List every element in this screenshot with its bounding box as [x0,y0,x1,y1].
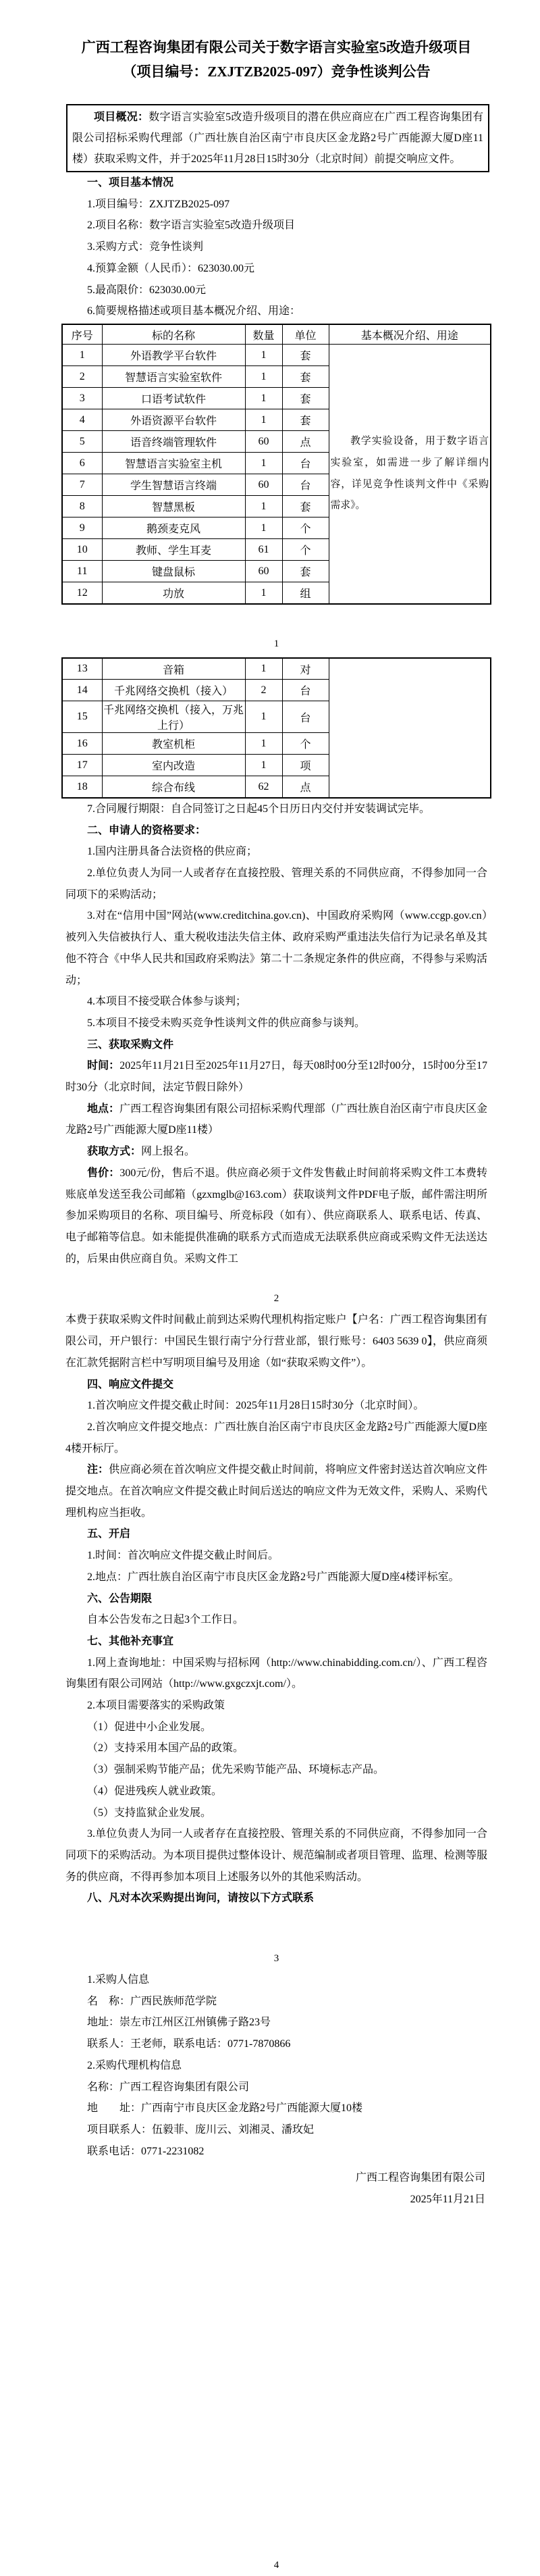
table-cell: 60 [245,431,282,453]
table-cell: 外语教学平台软件 [102,345,245,366]
paragraph-label: 时间： [87,1060,120,1072]
paragraph-label: 注： [87,1464,109,1476]
table-cell: 5 [62,431,102,453]
paragraph [65,1459,487,1523]
paragraph-text: 1.时间：首次响应文件提交截止时间后。 [87,1550,279,1562]
table-cell: 套 [282,409,329,431]
paragraph-label: 地点： [87,1103,120,1115]
item-purchaser-contact [65,2034,487,2055]
item-purchaser-info [65,1969,487,1991]
paragraph-text: 1.国内注册具备合法资格的供应商； [87,846,258,858]
table-cell: 套 [282,366,329,388]
paragraph-text: 2.项目名称：数字语言实验室5改造升级项目 [87,220,296,232]
table-cell: 台 [282,474,329,496]
table-cell: 套 [282,345,329,366]
paragraph-text: （2）支持采用本国产品的政策。 [87,1742,244,1754]
paragraph-text: 2.采购代理机构信息 [87,2059,182,2071]
paragraph-text: （5）支持监狱企业发展。 [87,1807,212,1819]
table-cell: 1 [245,409,282,431]
table-cell: 13 [62,658,102,680]
table-cell: 台 [282,453,329,474]
item-purchaser-name [65,1991,487,2013]
item-agency-name [65,2077,487,2098]
paragraph [65,1141,487,1163]
paragraph-text: 5.最高限价：623030.00元 [87,284,207,296]
table-cell: 个 [282,517,329,539]
table-cell: 2 [245,680,282,701]
usage-description-text: 教学实验设备，用于数字语言实验室，如需进一步了解详细内容，详见竞争性谈判文件中《采购需求》。 [330,436,489,511]
paragraph-text: 1.首次响应文件提交截止时间：2025年11月28日15时30分（北京时间）。 [87,1400,425,1412]
paragraph-text: （4）促进残疾人就业政策。 [87,1785,223,1797]
table-cell: 套 [282,496,329,517]
paragraph-text: 1.采购人信息 [87,1974,150,1986]
table-cell: 1 [245,517,282,539]
heading-basic-info [65,172,487,194]
table-cell: 对 [282,658,329,680]
paragraph [65,1695,487,1717]
table-cell: 4 [62,409,102,431]
item-purchaser-address [65,2012,487,2034]
project-overview-paragraph [72,107,483,170]
paragraph-text: 联系人：王老师，联系电话：0771-7870866 [87,2038,291,2050]
table-cell: 62 [245,776,282,798]
table-cell: 教师、学生耳麦 [102,539,245,561]
table-cell: 千兆网络交换机（接入） [102,680,245,701]
page-number-3: 3 [273,1953,279,1965]
item-agency-address [65,2098,487,2119]
item-max-price [65,280,487,301]
paragraph-label: 五、开启 [87,1528,131,1540]
usage-description-cell [329,345,491,604]
table-cell: 60 [245,561,282,582]
paragraph [65,1055,487,1098]
section-basic-info [65,172,487,322]
table-cell: 18 [62,776,102,798]
item-contract-period [65,799,487,820]
paragraph-text: 地址：崇左市江州区江州镇佛子路23号 [87,2017,271,2029]
paragraph [65,991,487,1013]
project-overview-label: 项目概况： [94,111,149,123]
table-cell: 1 [245,345,282,366]
paragraph-text: 2.单位负责人为同一人或者存在直接控股、管理关系的不同供应商，不得参加同一合同项下的采购活动； [65,867,487,901]
table-cell: 1 [245,366,282,388]
table-header-row [62,324,491,345]
paragraph-text: 4.预算金额（人民币）：623030.00元 [87,262,255,274]
paragraph-text: 2.本项目需要落实的采购政策 [87,1700,225,1712]
paragraph-label: 一、项目基本情况 [87,177,174,188]
table-cell: 个 [282,733,329,755]
page-number-4: 4 [273,2559,279,2571]
paragraph-text: 联系电话：0771-2231082 [87,2145,205,2157]
heading-obtain-documents [65,1034,487,1056]
table-cell: 14 [62,680,102,701]
paragraph-text: 2.地点：广西壮族自治区南宁市良庆区金龙路2号广西能源大厦D座4楼评标室。 [87,1571,460,1583]
item-project-number [65,194,487,216]
usage-description-cell [329,658,491,798]
table-cell: 1 [245,701,282,733]
paragraph-label: 三、获取采购文件 [87,1038,174,1051]
heading-opening [65,1523,487,1545]
paragraph-text: 名 称：广西民族师范学院 [87,1995,217,2007]
table-cell: 台 [282,680,329,701]
signature-date: 2025年11月21日 [410,2194,485,2206]
table-cell: 7 [62,474,102,496]
table-cell: 点 [282,431,329,453]
paragraph-text: 项目联系人：伍毅菲、庞川云、刘湘灵、潘玫妃 [87,2124,315,2136]
table-cell: 11 [62,561,102,582]
table-cell: 1 [245,582,282,604]
table-cell: 16 [62,733,102,755]
paragraph-text: 3.对在“信用中国”网站(www.creditchina.gov.cn)、中国政府采购网（www.ccgp.gov.cn）被列入失信被执行人、重大税收违法失信主体、政府采购严重违法失信行为记录名单及其他不符合《中华人民共和国政府采购法》第二十二条规定条件的供应商，不得参与采购活动； [65,910,487,986]
paragraph-text: 地 址：广西南宁市良庆区金龙路2号广西能源大厦10楼 [87,2102,363,2115]
paragraph [65,1395,487,1417]
table-cell: 17 [62,755,102,776]
signature-block [65,2167,487,2210]
section-contact-info [65,1969,487,2162]
paragraph-label: 二、申请人的资格要求： [87,824,207,836]
paragraph-text: 3.单位负责人为同一人或者存在直接控股、管理关系的不同供应商，不得参加同一合同项下的采购活动。为本项目提供过整体设计、规范编制或者项目管理、监理、检测等服务的供应商，不得再参加本项目上述服务以外的其他采购活动。 [65,1828,487,1883]
paragraph [65,1309,487,1373]
table-cell: 1 [245,388,282,409]
paragraph-label: 八、凡对本次采购提出询问，请按以下方式联系 [87,1892,315,1904]
table-cell: 3 [62,388,102,409]
paragraph-text: 网上报名。 [141,1146,196,1158]
paragraph-text: 7.合同履行期限：自合同签订之日起45个日历日内交付并安装调试完毕。 [87,803,431,815]
table-cell: 键盘鼠标 [102,561,245,582]
table-cell: 项 [282,755,329,776]
table-cell: 10 [62,539,102,561]
title-line-1: 广西工程咨询集团有限公司关于数字语言实验室5改造升级项目 [81,39,472,55]
heading-other-matters [65,1631,487,1652]
paragraph [65,1802,487,1824]
paragraph-text: 2.首次响应文件提交地点：广西壮族自治区南宁市良庆区金龙路2号广西能源大厦D座4楼开标厅。 [65,1421,487,1455]
column-header: 数量 [245,324,282,345]
section-qualification-and-documents [65,799,487,1269]
table-cell: 智慧语言实验室主机 [102,453,245,474]
table-cell: 61 [245,539,282,561]
table-cell: 个 [282,539,329,561]
heading-announcement-period [65,1588,487,1610]
paragraph-label: 获取方式： [87,1146,142,1158]
paragraph [65,863,487,905]
project-overview-box [66,104,489,172]
signature-company: 广西工程咨询集团有限公司 [355,2172,485,2184]
paragraph [65,841,487,863]
item-budget [65,258,487,280]
project-overview-text: 数字语言实验室5改造升级项目的潜在供应商应在广西工程咨询集团有限公司招标采购代理部（广西壮族自治区南宁市良庆区金龙路2号广西能源大厦D座11楼）获取采购文件，并于2025年11月28日15时30分（北京时间）前提交响应文件。 [72,111,483,165]
paragraph-text: 1.项目编号：ZXJTZB2025-097 [87,198,230,210]
title-line-2: （项目编号：ZXJTZB2025-097）竞争性谈判公告 [122,64,431,80]
paragraph [65,1567,487,1588]
table-cell: 套 [282,388,329,409]
paragraph [65,1823,487,1888]
page-number-2: 2 [273,1293,279,1305]
paragraph [65,1652,487,1695]
table-cell: 1 [245,755,282,776]
paragraph [65,1545,487,1567]
document-title [65,35,487,84]
paragraph-text: 300元/份，售后不退。供应商必须于文件发售截止时间前将采购文件工本费转账底单发送至我公司邮箱（gzxmglb@163.com）获取谈判文件PDF电子版，邮件需注明所参加采购项目的名称、项目编号、所竞标段（如有）、供应商联系人、联系电话、传真、电子邮箱等信息。如未能提供准确的联系方式而造成无法联系供应商或采购文件无法送达的，后果由供应商自负。采购文件工 [65,1167,487,1265]
table-cell: 12 [62,582,102,604]
table-cell: 1 [245,453,282,474]
column-header: 标的名称 [102,324,245,345]
paragraph-text: 6.简要规格描述或项目基本概况介绍、用途： [87,305,301,318]
table-cell: 学生智慧语言终端 [102,474,245,496]
table-cell: 点 [282,776,329,798]
paragraph [65,1717,487,1738]
column-header: 单位 [282,324,329,345]
table-cell: 台 [282,701,329,733]
paragraph-text: 名称：广西工程咨询集团有限公司 [87,2081,250,2093]
table-cell: 8 [62,496,102,517]
table-row [62,658,491,680]
table-cell: 60 [245,474,282,496]
table-cell: 音箱 [102,658,245,680]
paragraph-text: 4.本项目不接受联合体参与谈判； [87,996,247,1008]
items-table-part2 [61,657,491,799]
table-cell: 综合布线 [102,776,245,798]
table-cell: 千兆网络交换机（接入，万兆上行） [102,701,245,733]
paragraph [65,1738,487,1759]
paragraph [65,1781,487,1802]
paragraph-text: 供应商必须在首次响应文件提交截止时间前，将响应文件密封送达首次响应文件提交地点。在首次响应文件提交截止时间后送达的响应文件为无效文件，采购人、采购代理机构应当拒收。 [65,1464,487,1519]
table-cell: 2 [62,366,102,388]
item-agency-contacts [65,2119,487,2141]
heading-response-submission [65,1374,487,1396]
table-cell: 6 [62,453,102,474]
table-cell: 功放 [102,582,245,604]
table-cell: 1 [62,345,102,366]
table-cell: 室内改造 [102,755,245,776]
paragraph [65,1163,487,1270]
item-project-name [65,215,487,236]
paragraph [65,1759,487,1781]
table-cell: 智慧语言实验室软件 [102,366,245,388]
paragraph-label: 售价： [87,1167,120,1179]
item-spec-intro [65,301,487,322]
item-procurement-method [65,236,487,258]
table-cell: 智慧黑板 [102,496,245,517]
table-cell: 15 [62,701,102,733]
column-header: 序号 [62,324,102,345]
item-agency-info [65,2055,487,2077]
table-cell: 口语考试软件 [102,388,245,409]
paragraph [65,905,487,991]
column-header: 基本概况介绍、用途 [329,324,491,345]
table-cell: 组 [282,582,329,604]
paragraph [65,1417,487,1459]
item-agency-phone [65,2141,487,2163]
paragraph-text: 1.网上查询地址：中国采购与招标网（http://www.chinabidding.com.cn/）、广西工程咨询集团有限公司网站（http://www.gxgczxjt.com/）。 [65,1657,487,1690]
paragraph-text: 自本公告发布之日起3个工作日。 [87,1614,244,1626]
paragraph-text: （3）强制采购节能产品；优先采购节能产品、环境标志产品。 [87,1764,385,1776]
table-cell: 1 [245,733,282,755]
paragraph-label: 六、公告期限 [87,1592,153,1605]
table-row [62,345,491,366]
page-number-1: 1 [273,638,279,649]
section-submission-and-other [65,1309,487,1909]
table-cell: 1 [245,496,282,517]
table-cell: 9 [62,517,102,539]
table-cell: 鹅颈麦克风 [102,517,245,539]
paragraph [65,1609,487,1631]
paragraph-label: 七、其他补充事宜 [87,1635,174,1647]
paragraph [65,1098,487,1141]
heading-contact [65,1888,487,1909]
paragraph-text: 5.本项目不接受未购买竞争性谈判文件的供应商参与谈判。 [87,1017,366,1029]
paragraph-text: （1）促进中小企业发展。 [87,1721,212,1733]
table-cell: 教室机柜 [102,733,245,755]
paragraph-text: 本费于获取采购文件时间截止前到达采购代理机构指定账户【户名：广西工程咨询集团有限公司，开户银行：中国民生银行南宁分行营业部，银行账号：6403 5639 0】，供应商须在汇款凭据附言栏中写明项目编号及用途（如“获取采购文件”）。 [65,1314,487,1369]
table-cell: 1 [245,658,282,680]
table-cell: 语音终端管理软件 [102,431,245,453]
paragraph-text: 2025年11月21日至2025年11月27日，每天08时00分至12时00分，15时00分至17时30分（北京时间，法定节假日除外） [65,1060,487,1094]
items-table-part1 [61,324,491,605]
paragraph [65,1013,487,1034]
paragraph-text: 3.采购方式：竞争性谈判 [87,241,204,253]
table-cell: 套 [282,561,329,582]
table-cell: 外语资源平台软件 [102,409,245,431]
heading-qualification [65,820,487,842]
paragraph-text: 广西工程咨询集团有限公司招标采购代理部（广西壮族自治区南宁市良庆区金龙路2号广西能源大厦D座11楼） [65,1103,487,1136]
paragraph-label: 四、响应文件提交 [87,1378,174,1390]
